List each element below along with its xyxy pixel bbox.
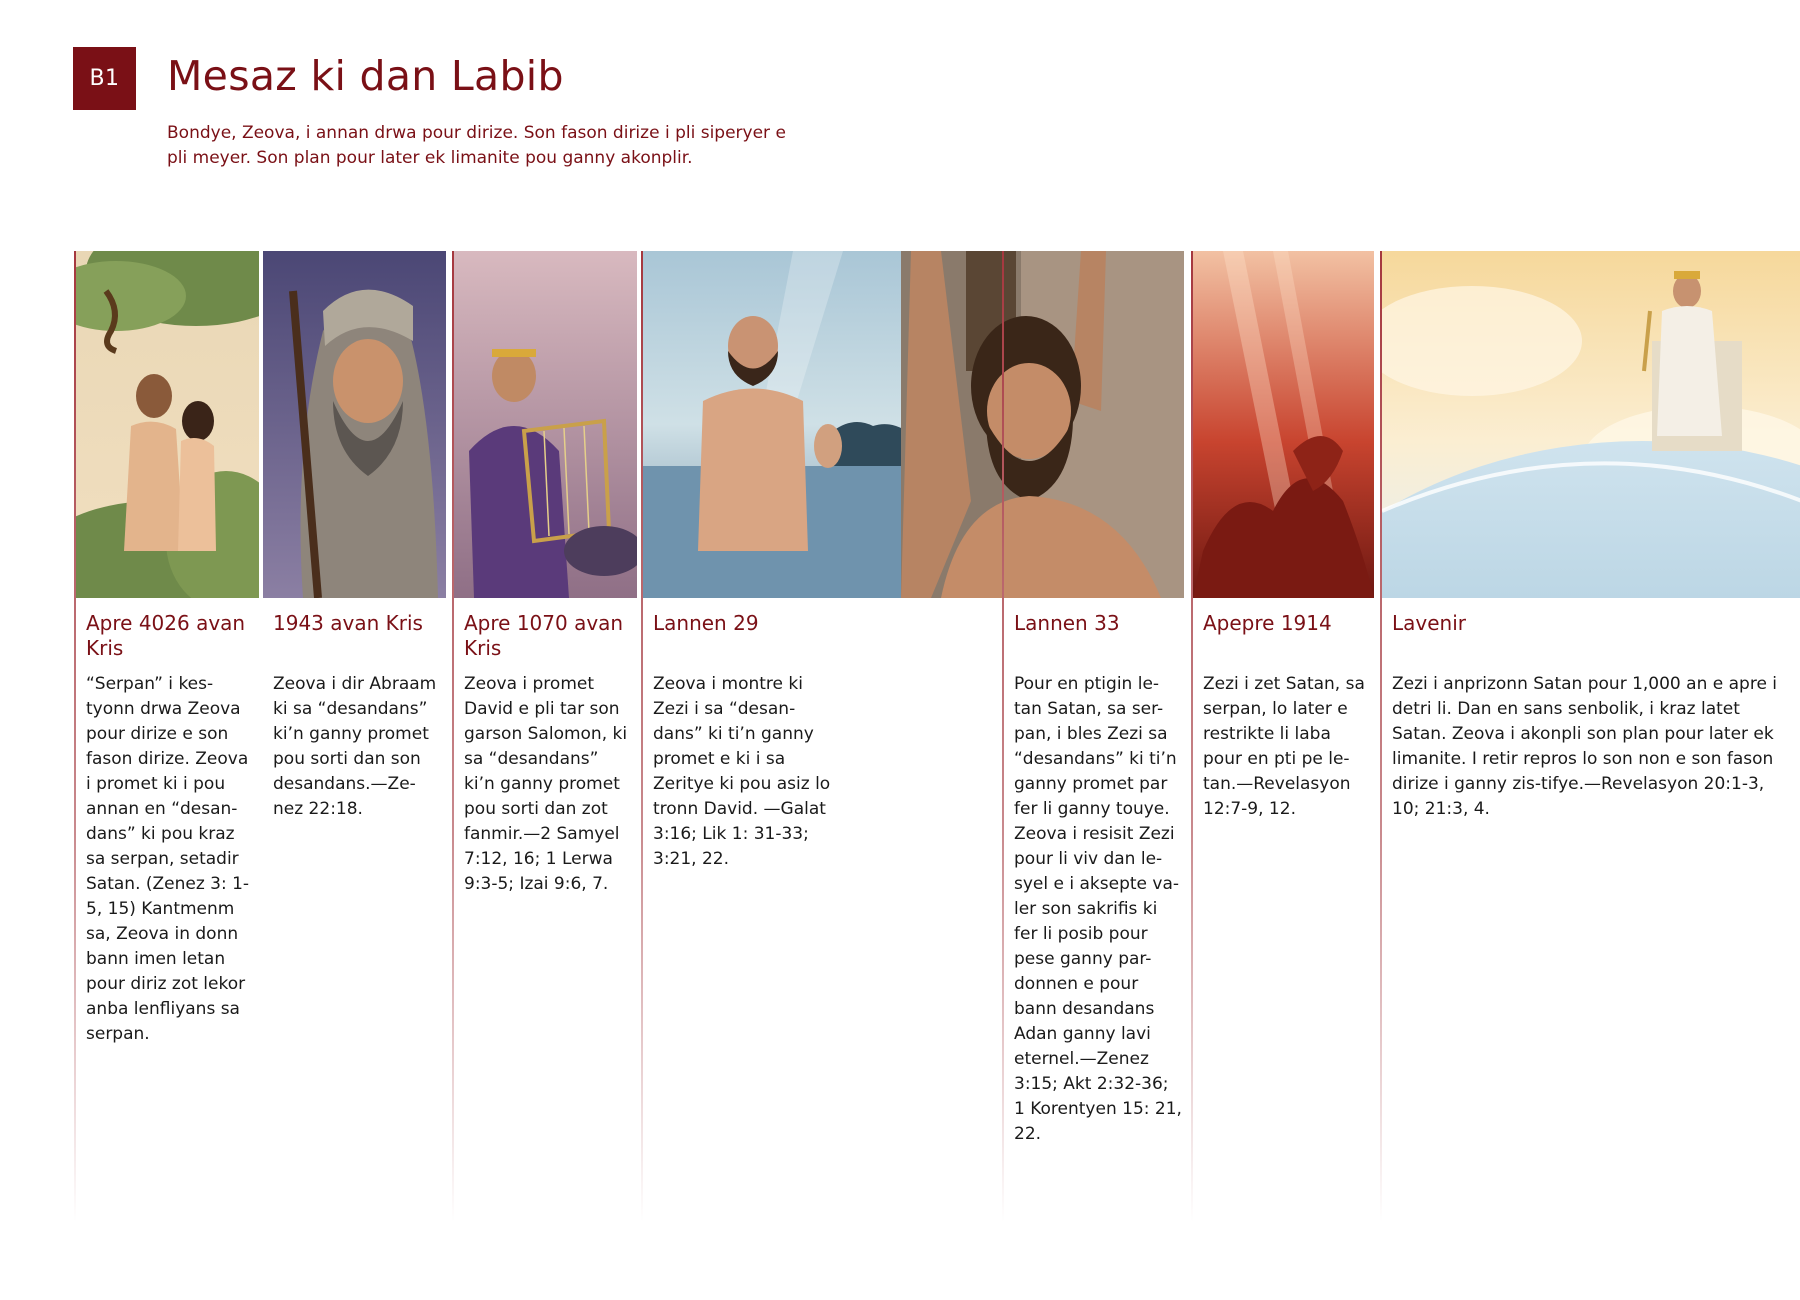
timeline-date: Apre 4026 avan Kris bbox=[86, 611, 246, 660]
timeline-description: Zeova i montre ki Zezi i sa “desan-dans” ki ti’n ganny promet e ki i sa Zeritye ki pou asiz lo tronn David. —Galat 3:16; Lik 1: 31-33; 3:21, 22. bbox=[653, 674, 831, 869]
king-with-harp-illustration-icon bbox=[454, 251, 637, 598]
timeline-date: 1943 avan Kris bbox=[273, 611, 423, 635]
timeline-date: Lannen 33 bbox=[1014, 611, 1120, 635]
timeline-entry-future bbox=[1380, 251, 1800, 1221]
baptism-illustration-icon bbox=[643, 251, 903, 598]
timeline-date: Apre 1070 avan Kris bbox=[464, 611, 624, 660]
timeline-entry-1914 bbox=[1191, 251, 1376, 1221]
timeline-date: Lavenir bbox=[1392, 611, 1466, 635]
abraham-illustration-icon bbox=[263, 251, 446, 598]
page-title: Mesaz ki dan Labib bbox=[167, 52, 564, 100]
timeline-entry-4026-bce bbox=[74, 251, 259, 1221]
garden-serpent-illustration-icon bbox=[76, 251, 259, 598]
timeline-description: Zezi i anprizonn Satan pour 1,000 an e apre i detri li. Dan en sans senbolik, i kraz latet Satan. Zeova i akonpli son plan pour later ek limanite. I retir repros lo son non e son fason dirize i ganny zis-tifye.—Revelasyon 20:1-3, 10; 21:3, 4. bbox=[1392, 674, 1778, 819]
king-on-throne-over-earth-illustration-icon bbox=[1382, 251, 1800, 598]
timeline-date: Lannen 29 bbox=[653, 611, 759, 635]
section-badge: B1 bbox=[73, 47, 136, 110]
timeline-entry-33 bbox=[1002, 251, 1187, 1221]
dragon-cast-down-illustration-icon bbox=[1193, 251, 1374, 598]
timeline-description: Zezi i zet Satan, sa serpan, lo later e restrikte li laba pour en pti pe le-tan.—Revelasyon 12:7-9, 12. bbox=[1203, 674, 1365, 819]
timeline-description: Zeova i promet David e pli tar son garson Salomon, ki sa “desandans” ki’n ganny promet pou sorti dan zot fanmir.—2 Samyel 7:12, 16; 1 Lerwa 9:3-5; Izai 9:6, 7. bbox=[464, 674, 628, 894]
timeline-description: Zeova i dir Abraam ki sa “desandans” ki’n ganny promet pou sorti dan son desandans.—Ze-nez 22:18. bbox=[273, 674, 437, 819]
timeline-description: “Serpan” i kes-tyonn drwa Zeova pour dirize e son fason dirize. Zeova i promet ki i pou annan en “desan-dans” ki pou kraz sa serpan, setadir Satan. (Zenez 3: 1-5, 15) Kantmenm sa, Zeova in donn bann imen letan pour diriz zot lekor anba lenfliyans sa serpan. bbox=[86, 674, 250, 1044]
timeline-entry-1943-bce bbox=[263, 251, 446, 1221]
timeline-entry-1070-bce bbox=[452, 251, 637, 1221]
timeline-description: Pour en ptigin le-tan Satan, sa ser-pan, i bles Zezi sa “desandans” ki ti’n ganny promet par fer li ganny touye. Zeova i resisit Zezi pour li viv dan le-syel e i aksepte va-ler son sakrifis ki fer li posib pour pese ganny par-donnen e pour bann desandans Adan ganny lavi eternel.—Zenez 3:15; Akt 2:32-36; 1 Korentyen 15: 21, 22. bbox=[1014, 674, 1182, 1144]
page-subtitle: Bondye, Zeova, i annan drwa pour dirize. Son fason dirize i pli siperyer e pli meyer. Son plan pour later ek limanite pou ganny akonplir. bbox=[167, 123, 786, 168]
timeline-date: Apepre 1914 bbox=[1203, 611, 1332, 635]
